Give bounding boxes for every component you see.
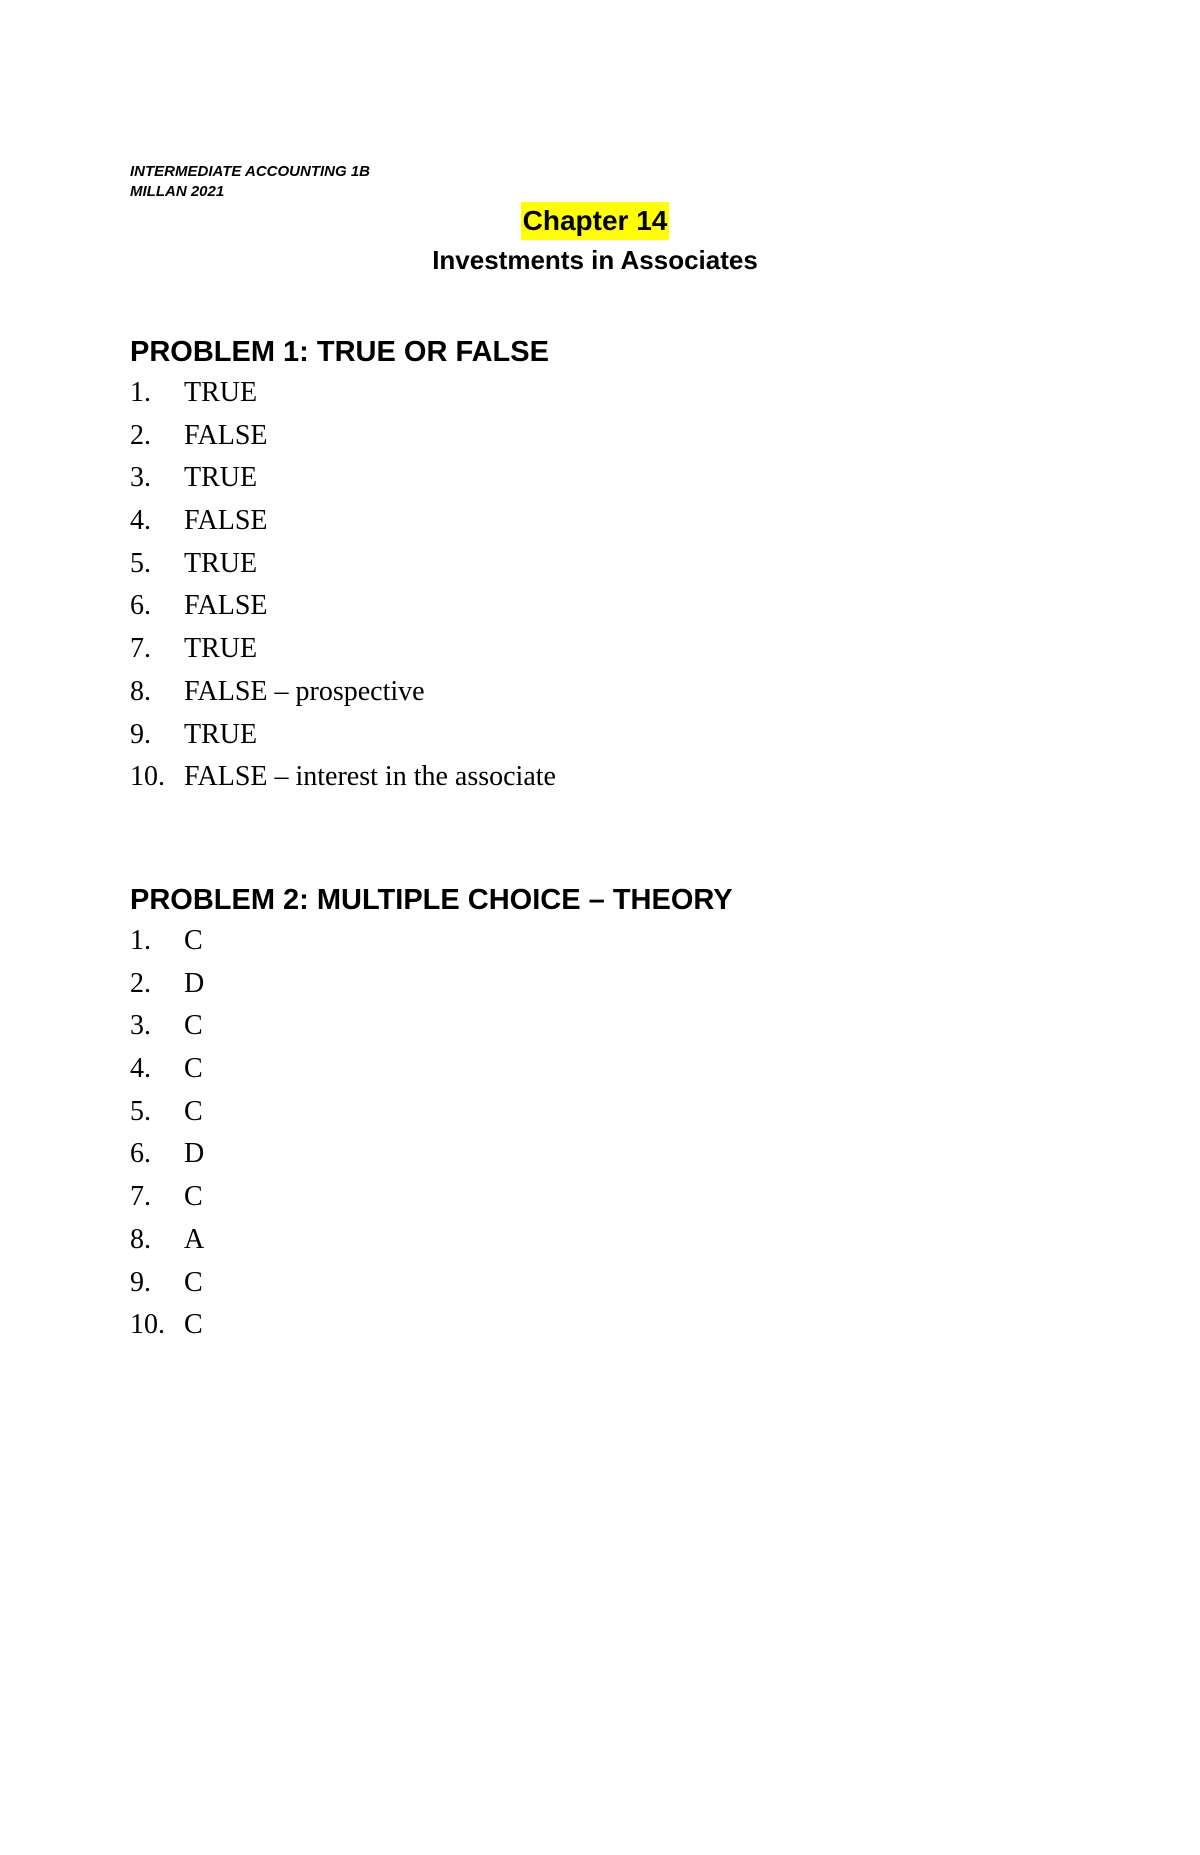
answer-item	[130, 1091, 733, 1134]
answer-number: 5.	[130, 547, 151, 579]
answer-text: FALSE	[184, 419, 268, 451]
answer-item	[130, 1304, 733, 1347]
answer-item	[130, 671, 556, 714]
answer-number: 3.	[130, 462, 151, 494]
problem-1-heading: PROBLEM 1: TRUE OR FALSE	[130, 336, 549, 368]
answer-item	[130, 628, 556, 671]
answer-item	[130, 1176, 733, 1219]
answer-number: 2.	[130, 967, 151, 999]
answer-number: 9.	[130, 718, 151, 750]
answer-item	[130, 920, 733, 963]
answer-number: 8.	[130, 1223, 151, 1255]
answer-text: TRUE	[184, 377, 258, 408]
answer-item	[130, 963, 733, 1006]
answer-item	[130, 714, 556, 757]
problem-2-section	[130, 880, 733, 1347]
answer-item	[130, 585, 556, 628]
answer-text: TRUE	[184, 547, 258, 579]
answer-number: 7.	[130, 1181, 151, 1213]
answer-item	[130, 1005, 733, 1048]
answer-text: C	[184, 1010, 203, 1042]
answer-number: 10.	[130, 1309, 165, 1341]
answer-number: 1.	[130, 377, 151, 408]
answer-number: 6.	[130, 590, 151, 622]
answer-text: FALSE	[184, 505, 268, 537]
answer-text: TRUE	[184, 633, 258, 665]
answer-number: 2.	[130, 419, 151, 451]
document-header	[130, 162, 370, 202]
answer-number: 7.	[130, 633, 151, 665]
answer-number: 4.	[130, 505, 151, 537]
answer-text: C	[184, 925, 203, 956]
author-year: MILLAN 2021	[130, 183, 225, 200]
title-block	[0, 202, 1190, 280]
answer-text: C	[184, 1309, 203, 1341]
problem-2-answers	[130, 920, 733, 1347]
problem-2-heading: PROBLEM 2: MULTIPLE CHOICE – THEORY	[130, 884, 733, 916]
answer-text: C	[184, 1266, 203, 1298]
problem-1-answers	[130, 372, 556, 799]
answer-item	[130, 1048, 733, 1091]
answer-text: C	[184, 1181, 203, 1213]
course-title: INTERMEDIATE ACCOUNTING 1B	[130, 163, 370, 180]
answer-item	[130, 1262, 733, 1305]
answer-text: C	[184, 1095, 203, 1127]
answer-item	[130, 543, 556, 586]
answer-item	[130, 500, 556, 543]
answer-item	[130, 756, 556, 799]
answer-text: FALSE	[184, 590, 268, 622]
answer-text: A	[184, 1223, 205, 1255]
answer-text: FALSE – prospective	[184, 675, 425, 707]
answer-text: D	[184, 1138, 205, 1170]
answer-number: 1.	[130, 925, 151, 956]
answer-text: D	[184, 967, 205, 999]
answer-number: 6.	[130, 1138, 151, 1170]
answer-number: 5.	[130, 1095, 151, 1127]
answer-text: FALSE – interest in the associate	[184, 761, 556, 793]
answer-text: TRUE	[184, 718, 258, 750]
answer-item	[130, 1219, 733, 1262]
answer-text: C	[184, 1053, 203, 1085]
answer-item	[130, 457, 556, 500]
answer-item	[130, 372, 556, 415]
answer-number: 3.	[130, 1010, 151, 1042]
answer-item	[130, 1133, 733, 1176]
answer-number: 9.	[130, 1266, 151, 1298]
chapter-label: Chapter 14	[521, 202, 670, 240]
chapter-title: Investments in Associates	[432, 245, 758, 275]
answer-number: 10.	[130, 761, 165, 793]
answer-text: TRUE	[184, 462, 258, 494]
answer-number: 4.	[130, 1053, 151, 1085]
problem-1-section	[130, 332, 556, 799]
answer-item	[130, 415, 556, 458]
answer-number: 8.	[130, 675, 151, 707]
